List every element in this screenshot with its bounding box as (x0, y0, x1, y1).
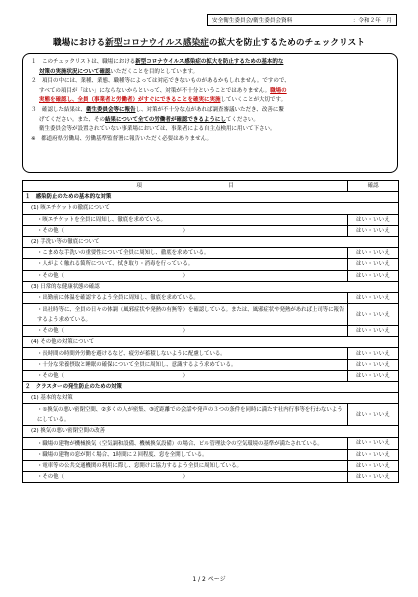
intro-p1-c: 対策の実施状況について確認 (39, 68, 111, 75)
answer-yes-no[interactable]: はい・いいえ (348, 326, 399, 337)
table-row (23, 214, 399, 225)
item-text: ・出社時等に、全員の日々の体調（風邪症状や発熱の有無等）を確認している。または、風邪症状や発熱があれば上司等に報告するよう求めている。 (23, 304, 348, 326)
intro-p3-c: し、対策が不十分な点があれば調査審議いただき、改善に繋 (135, 106, 284, 113)
intro-p3-e: 結果について全ての労働者が確認できるようにし (105, 116, 226, 123)
answer-yes-no[interactable]: はい・いいえ (348, 304, 399, 326)
group-row (23, 337, 399, 348)
table-row (23, 370, 399, 381)
table-row (23, 270, 399, 281)
group-title: (1) 基本的な対策 (23, 393, 399, 404)
answer-yes-no[interactable]: はい・いいえ (348, 359, 399, 370)
section-title: １ 感染防止のための基本的な対策 (23, 192, 399, 203)
section-title: ２ クラスターの発生防止のための対策 (23, 382, 399, 393)
answer-yes-no[interactable]: はい・いいえ (348, 460, 399, 471)
answer-yes-no[interactable]: はい・いいえ (348, 348, 399, 359)
section-row (23, 382, 399, 393)
intro-p1-a: １ このチェックリストは、職場における (31, 59, 136, 65)
group-title: (2) 換気の悪い密閉空間の改善 (23, 426, 399, 437)
item-text: ・出勤前に体温を確認するよう全員に周知し、徹底を求めている。 (23, 292, 348, 303)
page-title (20, 36, 398, 48)
group-row (23, 281, 399, 292)
meta-date: ：令和２年 月 (352, 18, 392, 24)
answer-yes-no[interactable]: はい・いいえ (348, 225, 399, 236)
intro-p1-d: いただくことを目的としています。 (110, 68, 198, 75)
intro-p3-a: ３ 確認した結果は、 (31, 106, 87, 113)
intro-p4: 衛生委員会等が設置されていない事業場においては、事業者による自主点検用に用いて下さい。 (39, 126, 276, 133)
item-text: ・その他（ ） (23, 370, 348, 381)
answer-yes-no[interactable]: はい・いいえ (348, 370, 399, 381)
item-text: ・その他（ ） (23, 225, 348, 236)
item-text: ・①換気の悪い密閉空間、②多くの人が密集、③近距離での会話や発声の３つの条件を同時に満たす社内行事等を行わないようにしている。 (23, 404, 348, 426)
intro-p3-f: てください。 (225, 116, 259, 123)
intro-p3-d: げてください。また、その (39, 116, 106, 123)
answer-yes-no[interactable]: はい・いいえ (348, 248, 399, 259)
table-row (23, 225, 399, 236)
title-prefix: 職場における (52, 38, 106, 48)
item-text: ・その他（ ） (23, 270, 348, 281)
answer-yes-no[interactable]: はい・いいえ (348, 270, 399, 281)
answer-yes-no[interactable]: はい・いいえ (348, 404, 399, 426)
group-title: (3) 日常的な健康状態の確認 (23, 281, 399, 292)
column-header-item: 項 目 (23, 181, 348, 192)
meta-organization: 安全衛生委員会/衛生委員会資料 (212, 18, 293, 24)
group-row (23, 393, 399, 404)
intro-p2-c: 職場の (270, 87, 287, 94)
section-row (23, 192, 399, 203)
table-header-row (23, 181, 399, 192)
item-text: ・職場の建物の窓が開く場合、1時間に２回程度、窓を全開している。 (23, 449, 348, 460)
intro-box (22, 53, 398, 173)
intro-paragraph-3 (31, 106, 389, 135)
table-row (23, 348, 399, 359)
table-row (23, 359, 399, 370)
answer-yes-no[interactable]: はい・いいえ (348, 471, 399, 482)
item-text: ・咳エチケットを全員に周知し、徹底を求めている。 (23, 214, 348, 225)
answer-yes-no[interactable]: はい・いいえ (348, 292, 399, 303)
title-suffix: の拡大を防止するためのチェックリスト (208, 38, 366, 48)
table-row (23, 449, 399, 460)
item-text: ・こまめな手洗いの重要性について全員に周知し、徹底を求めている。 (23, 248, 348, 259)
answer-yes-no[interactable]: はい・いいえ (348, 437, 399, 449)
table-row (23, 292, 399, 303)
intro-note (31, 135, 389, 145)
intro-p2-b: すべての項目が「はい」にならないからといって、対策が不十分ということではありません。 (39, 87, 271, 94)
intro-p1-b: 新型コロナウイルス感染症の拡大を防止するための基本的な (135, 59, 284, 65)
table-row (23, 304, 399, 326)
item-text: ・職場の建物が機械換気（空気調和設備、機械換気設備）の場合、ビル管理法令の空気環境の基準が満たされている。 (23, 437, 348, 449)
intro-p3-b: 衛生委員会等に報告 (86, 106, 136, 113)
item-text: ・人がよく触れる箇所について、拭き取り・消毒を行っている。 (23, 259, 348, 270)
document-meta (207, 14, 397, 26)
item-text: ・長時間の時間外労働を避けるなど、疲労が蓄積しないように配慮している。 (23, 348, 348, 359)
group-row (23, 203, 399, 214)
checklist-table (22, 180, 399, 483)
answer-yes-no[interactable]: はい・いいえ (348, 214, 399, 225)
item-text: ・電車等の公共交通機関の利用に際し、窓開けに協力するよう全員に周知している。 (23, 460, 348, 471)
intro-paragraph-1 (31, 58, 389, 77)
table-row (23, 259, 399, 270)
group-row (23, 426, 399, 437)
table-row (23, 471, 399, 482)
table-row (23, 248, 399, 259)
group-row (23, 236, 399, 247)
page-number: 1 / 2 ページ (192, 576, 226, 583)
intro-p2-a: ２ 項目の中には、業種、業態、職種等によっては対応できないものがあるかもしれません。ですので、 (31, 78, 290, 85)
answer-yes-no[interactable]: はい・いいえ (348, 259, 399, 270)
intro-note-text: ※ 都道府県労働局、労働基準監督署に報告いただく必要はありません。 (31, 135, 212, 142)
intro-paragraph-2 (31, 77, 389, 106)
answer-yes-no[interactable]: はい・いいえ (348, 449, 399, 460)
title-highlight: 新型コロナウイルス感染症 (105, 38, 209, 48)
table-row (23, 460, 399, 471)
group-title: (2) 手洗い等の徹底について (23, 236, 399, 247)
group-title: (1) 咳エチケットの徹底について (23, 203, 399, 214)
table-row (23, 404, 399, 426)
checklist-body (23, 192, 399, 483)
group-title: (4) その他の対策について (23, 337, 399, 348)
table-row (23, 437, 399, 449)
item-text: ・十分な栄養摂取と睡眠の確保について全員に周知し、意識するよう求めている。 (23, 359, 348, 370)
intro-p2-d: 実態を確認し、全員（事業者と労働者）がすぐにできることを確実に実施 (39, 97, 221, 104)
item-text: ・その他（ ） (23, 471, 348, 482)
column-header-check: 確認 (348, 181, 399, 192)
intro-p2-e: していくことが大切です。 (220, 97, 287, 104)
item-text: ・その他（ ） (23, 326, 348, 337)
table-row (23, 326, 399, 337)
